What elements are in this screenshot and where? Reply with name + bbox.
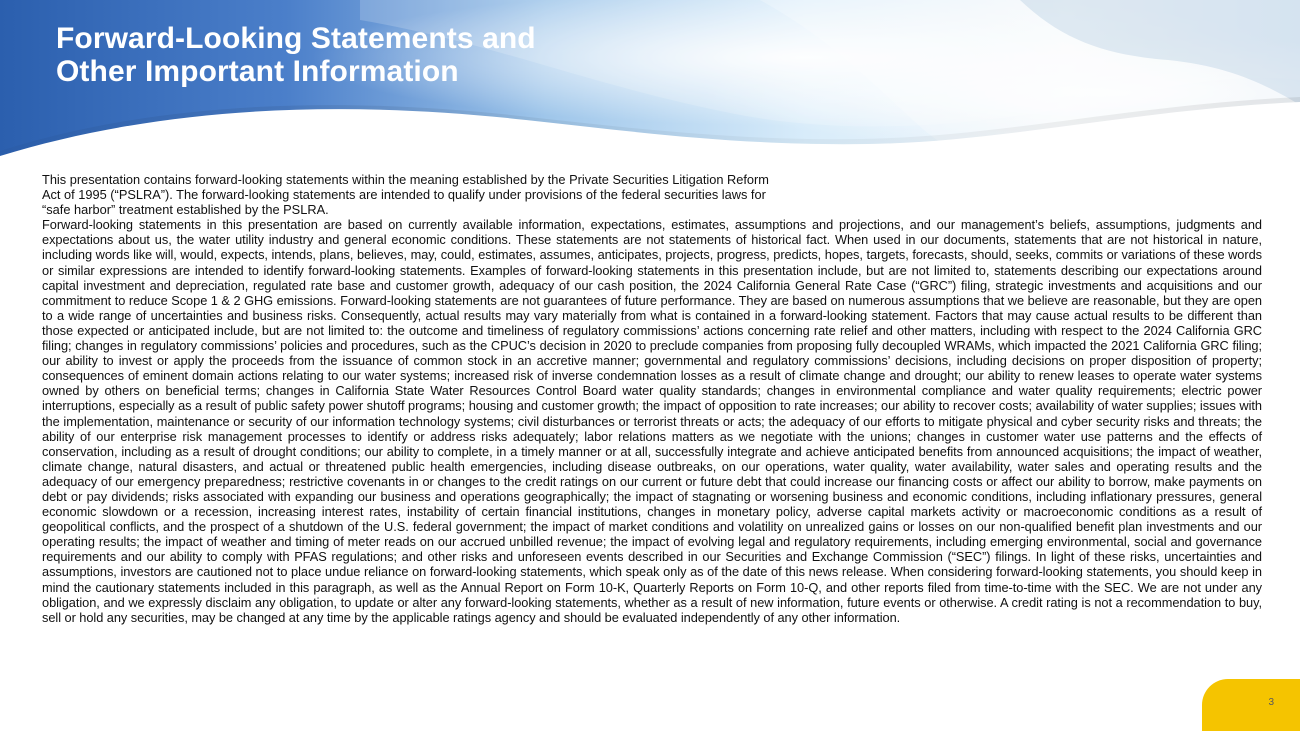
slide-title <box>56 22 536 88</box>
page-number-tab <box>1202 679 1300 731</box>
forward-looking-details-paragraph: Forward-looking statements in this presentation are based on currently available information, expectations, estimates, assumptions and projections, and our management’s beliefs, assumptions, judgments and expectations about us, the water utility industry and general economic conditions. These statements are not statements of historical fact. When used in our documents, statements that are not historical in nature, including words like will, would, expects, intends, plans, believes, may, could, estimates, assumes, anticipates, projects, progress, predicts, hopes, targets, forecasts, should, seeks, commits or variations of these words or similar expressions are intended to identify forward-looking statements. Examples of forward-looking statements in this presentation include, but are not limited to, statements describing our expectations around capital investment and depreciation, regulated rate base and customer growth, adequacy of our cash position, the 2024 California General Rate Case (“GRC”) filing, strategic investments and acquisitions and our commitment to reduce Scope 1 & 2 GHG emissions. Forward-looking statements are not guarantees of future performance. They are based on numerous assumptions that we believe are reasonable, but they are open to a wide range of uncertainties and business risks. Consequently, actual results may vary materially from what is contained in a forward-looking statement. Factors that may cause actual results to be different than those expected or anticipated include, but are not limited to: the outcome and timeliness of regulatory commissions’ actions concerning rate relief and other matters, including with respect to the 2024 California GRC filing; changes in regulatory commissions’ policies and procedures, such as the CPUC’s decision in 2020 to preclude companies from proposing fully decoupled WRAMs, which impacted the 2021 California GRC filing; our ability to invest or apply the proceeds from the issuance of common stock in an accretive manner; governmental and regulatory commissions’ decisions, including decisions on proper disposition of property; consequences of eminent domain actions relating to our water systems; increased risk of inverse condemnation losses as a result of climate change and drought; our ability to renew leases to operate water systems owned by others on beneficial terms; changes in California State Water Resources Control Board water quality standards; changes in environmental compliance and water quality requirements; electric power interruptions, especially as a result of public safety power shutoff programs; housing and customer growth; the impact of opposition to rate increases; our ability to recover costs; availability of water supplies; issues with the implementation, maintenance or security of our information technology systems; civil disturbances or terrorist threats or acts; the adequacy of our efforts to mitigate physical and cyber security risks and threats; the ability of our enterprise risk management processes to identify or address risks adequately; labor relations matters as we negotiate with the unions; changes in customer water use patterns and the effects of conservation, including as a result of drought conditions; our ability to complete, in a timely manner or at all, successfully integrate and achieve anticipated benefits from announced acquisitions; the impact of weather, climate change, natural disasters, and actual or threatened public health emergencies, including disease outbreaks, on our operations, water quality, water availability, water sales and operating results and the adequacy of our emergency preparedness; restrictive covenants in or changes to the credit ratings on our current or future debt that could increase our financing costs or affect our ability to borrow, make payments on debt or pay dividends; risks associated with expanding our business and operations geographically; the impact of stagnating or worsening business and economic conditions, including inflationary pressures, general economic slowdown or a recession, increasing interest rates, instability of certain financial institutions, changes in monetary policy, adverse capital markets activity or macroeconomic conditions as a result of geopolitical conflicts, and the prospect of a shutdown of the U.S. federal government; the impact of market conditions and volatility on unrealized gains or losses on our non-qualified benefit plan investments and our operating results; the impact of weather and timing of meter reads on our accrued unbilled revenue; the impact of evolving legal and regulatory requirements, including emerging environmental, social and governance requirements and our ability to comply with PFAS regulations; and other risks and unforeseen events described in our Securities and Exchange Commission (“SEC”) filings. In light of these risks, uncertainties and assumptions, investors are cautioned not to place undue reliance on forward-looking statements, which speak only as of the date of this news release. When considering forward-looking statements, you should keep in mind the cautionary statements included in this paragraph, as well as the Annual Report on Form 10-K, Quarterly Reports on Form 10-Q, and other reports filed from time-to-time with the SEC. We are not under any obligation, and we expressly disclaim any obligation, to update or alter any forward-looking statements, whether as a result of new information, future events or otherwise. A credit rating is not a recommendation to buy, sell or hold any securities, may be changed at any time by the applicable ratings agency and should be evaluated independently of any other information. <box>42 217 1262 625</box>
pslra-intro-paragraph: This presentation contains forward-looking statements within the meaning established by the Private Securities Litigation Reform Act of 1995 (“PSLRA”). The forward-looking statements are intended to qualify under provisions of the federal securities laws for “safe harbor” treatment established by the PSLRA. <box>42 172 769 218</box>
forward-looking-statements-text <box>42 172 1262 625</box>
slide-title-line-2: Other Important Information <box>56 55 459 88</box>
page-number: 3 <box>1268 697 1274 708</box>
slide-title-line-1: Forward-Looking Statements and <box>56 22 536 55</box>
